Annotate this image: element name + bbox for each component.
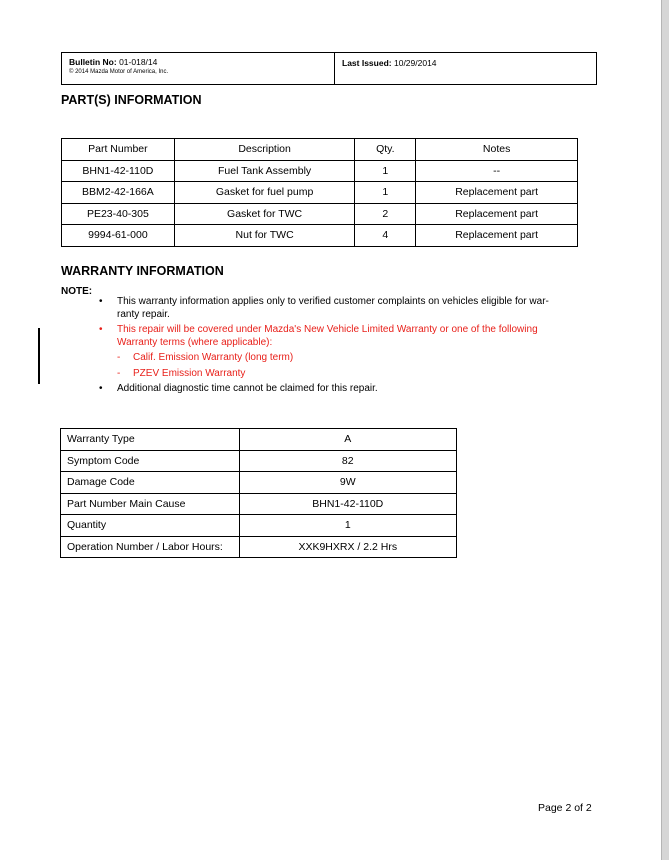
bullet-icon: •	[99, 296, 103, 307]
part-description: Gasket for fuel pump	[174, 182, 355, 204]
part-number: PE23-40-305	[62, 203, 175, 225]
note-item-continuation: Warranty terms (where applicable):	[117, 336, 273, 348]
parts-section-title: PART(S) INFORMATION	[61, 93, 202, 107]
note-item: • Additional diagnostic time cannot be claimed for this repair.	[99, 383, 378, 394]
warranty-field-label: Warranty Type	[61, 429, 240, 451]
parts-table-header	[62, 139, 578, 161]
warranty-field-value: A	[239, 429, 456, 451]
table-row	[62, 160, 578, 182]
table-row	[61, 536, 457, 558]
parts-table	[61, 138, 578, 247]
warranty-field-value: BHN1-42-110D	[239, 493, 456, 515]
note-subitem: - Calif. Emission Warranty (long term)	[117, 352, 294, 363]
page-edge-scrollbar	[661, 0, 669, 860]
column-header: Qty.	[355, 139, 416, 161]
part-description: Gasket for TWC	[174, 203, 355, 225]
bullet-icon: •	[99, 383, 103, 394]
copyright: © 2014 Mazda Motor of America, Inc.	[69, 69, 169, 75]
warranty-section-title: WARRANTY INFORMATION	[61, 264, 224, 278]
warranty-field-label: Quantity	[61, 515, 240, 537]
part-notes: Replacement part	[416, 225, 578, 247]
part-qty: 1	[355, 160, 416, 182]
part-number: BHN1-42-110D	[62, 160, 175, 182]
table-row	[62, 203, 578, 225]
note-subitem: - PZEV Emission Warranty	[117, 367, 246, 379]
last-issued-label: Last Issued:	[342, 58, 392, 68]
warranty-field-value: XXK9HXRX / 2.2 Hrs	[239, 536, 456, 558]
part-qty: 1	[355, 182, 416, 204]
part-number: 9994-61-000	[62, 225, 175, 247]
bulletin-no-label: Bulletin No:	[69, 57, 117, 67]
warranty-notes	[96, 296, 596, 396]
bulletin-header	[61, 52, 597, 85]
bulletin-header-left	[62, 53, 335, 84]
warranty-field-label: Part Number Main Cause	[61, 493, 240, 515]
note-item-continuation: ranty repair.	[117, 308, 170, 320]
table-row	[61, 450, 457, 472]
warranty-field-value: 9W	[239, 472, 456, 494]
part-description: Nut for TWC	[174, 225, 355, 247]
bulletin-no: 01-018/14	[119, 57, 158, 67]
warranty-field-value: 1	[239, 515, 456, 537]
table-row	[61, 429, 457, 451]
part-number: BBM2-42-166A	[62, 182, 175, 204]
bulletin-header-right	[335, 53, 596, 84]
table-row	[62, 182, 578, 204]
column-header: Part Number	[62, 139, 175, 161]
part-qty: 4	[355, 225, 416, 247]
table-row	[61, 515, 457, 537]
part-notes: --	[416, 160, 578, 182]
dash-bullet-icon: -	[117, 352, 121, 363]
part-notes: Replacement part	[416, 182, 578, 204]
column-header: Description	[174, 139, 355, 161]
bullet-icon: •	[99, 324, 103, 335]
warranty-field-value: 82	[239, 450, 456, 472]
note-item: • This repair will be covered under Mazda's New Vehicle Limited Warranty or one of the following	[99, 324, 538, 335]
warranty-field-label: Damage Code	[61, 472, 240, 494]
warranty-table	[60, 428, 457, 558]
page-number: Page 2 of 2	[538, 802, 592, 814]
table-row	[61, 472, 457, 494]
note-label: NOTE:	[61, 286, 93, 297]
column-header: Notes	[416, 139, 578, 161]
table-row	[61, 493, 457, 515]
last-issued-date: 10/29/2014	[393, 58, 437, 68]
dash-bullet-icon: -	[117, 367, 121, 379]
revision-change-bar	[38, 328, 40, 384]
part-qty: 2	[355, 203, 416, 225]
table-row	[62, 225, 578, 247]
warranty-field-label: Operation Number / Labor Hours:	[61, 536, 240, 558]
part-description: Fuel Tank Assembly	[174, 160, 355, 182]
warranty-field-label: Symptom Code	[61, 450, 240, 472]
part-notes: Replacement part	[416, 203, 578, 225]
note-item: • This warranty information applies only to verified customer complaints on vehicles eligible for war-	[99, 296, 549, 307]
